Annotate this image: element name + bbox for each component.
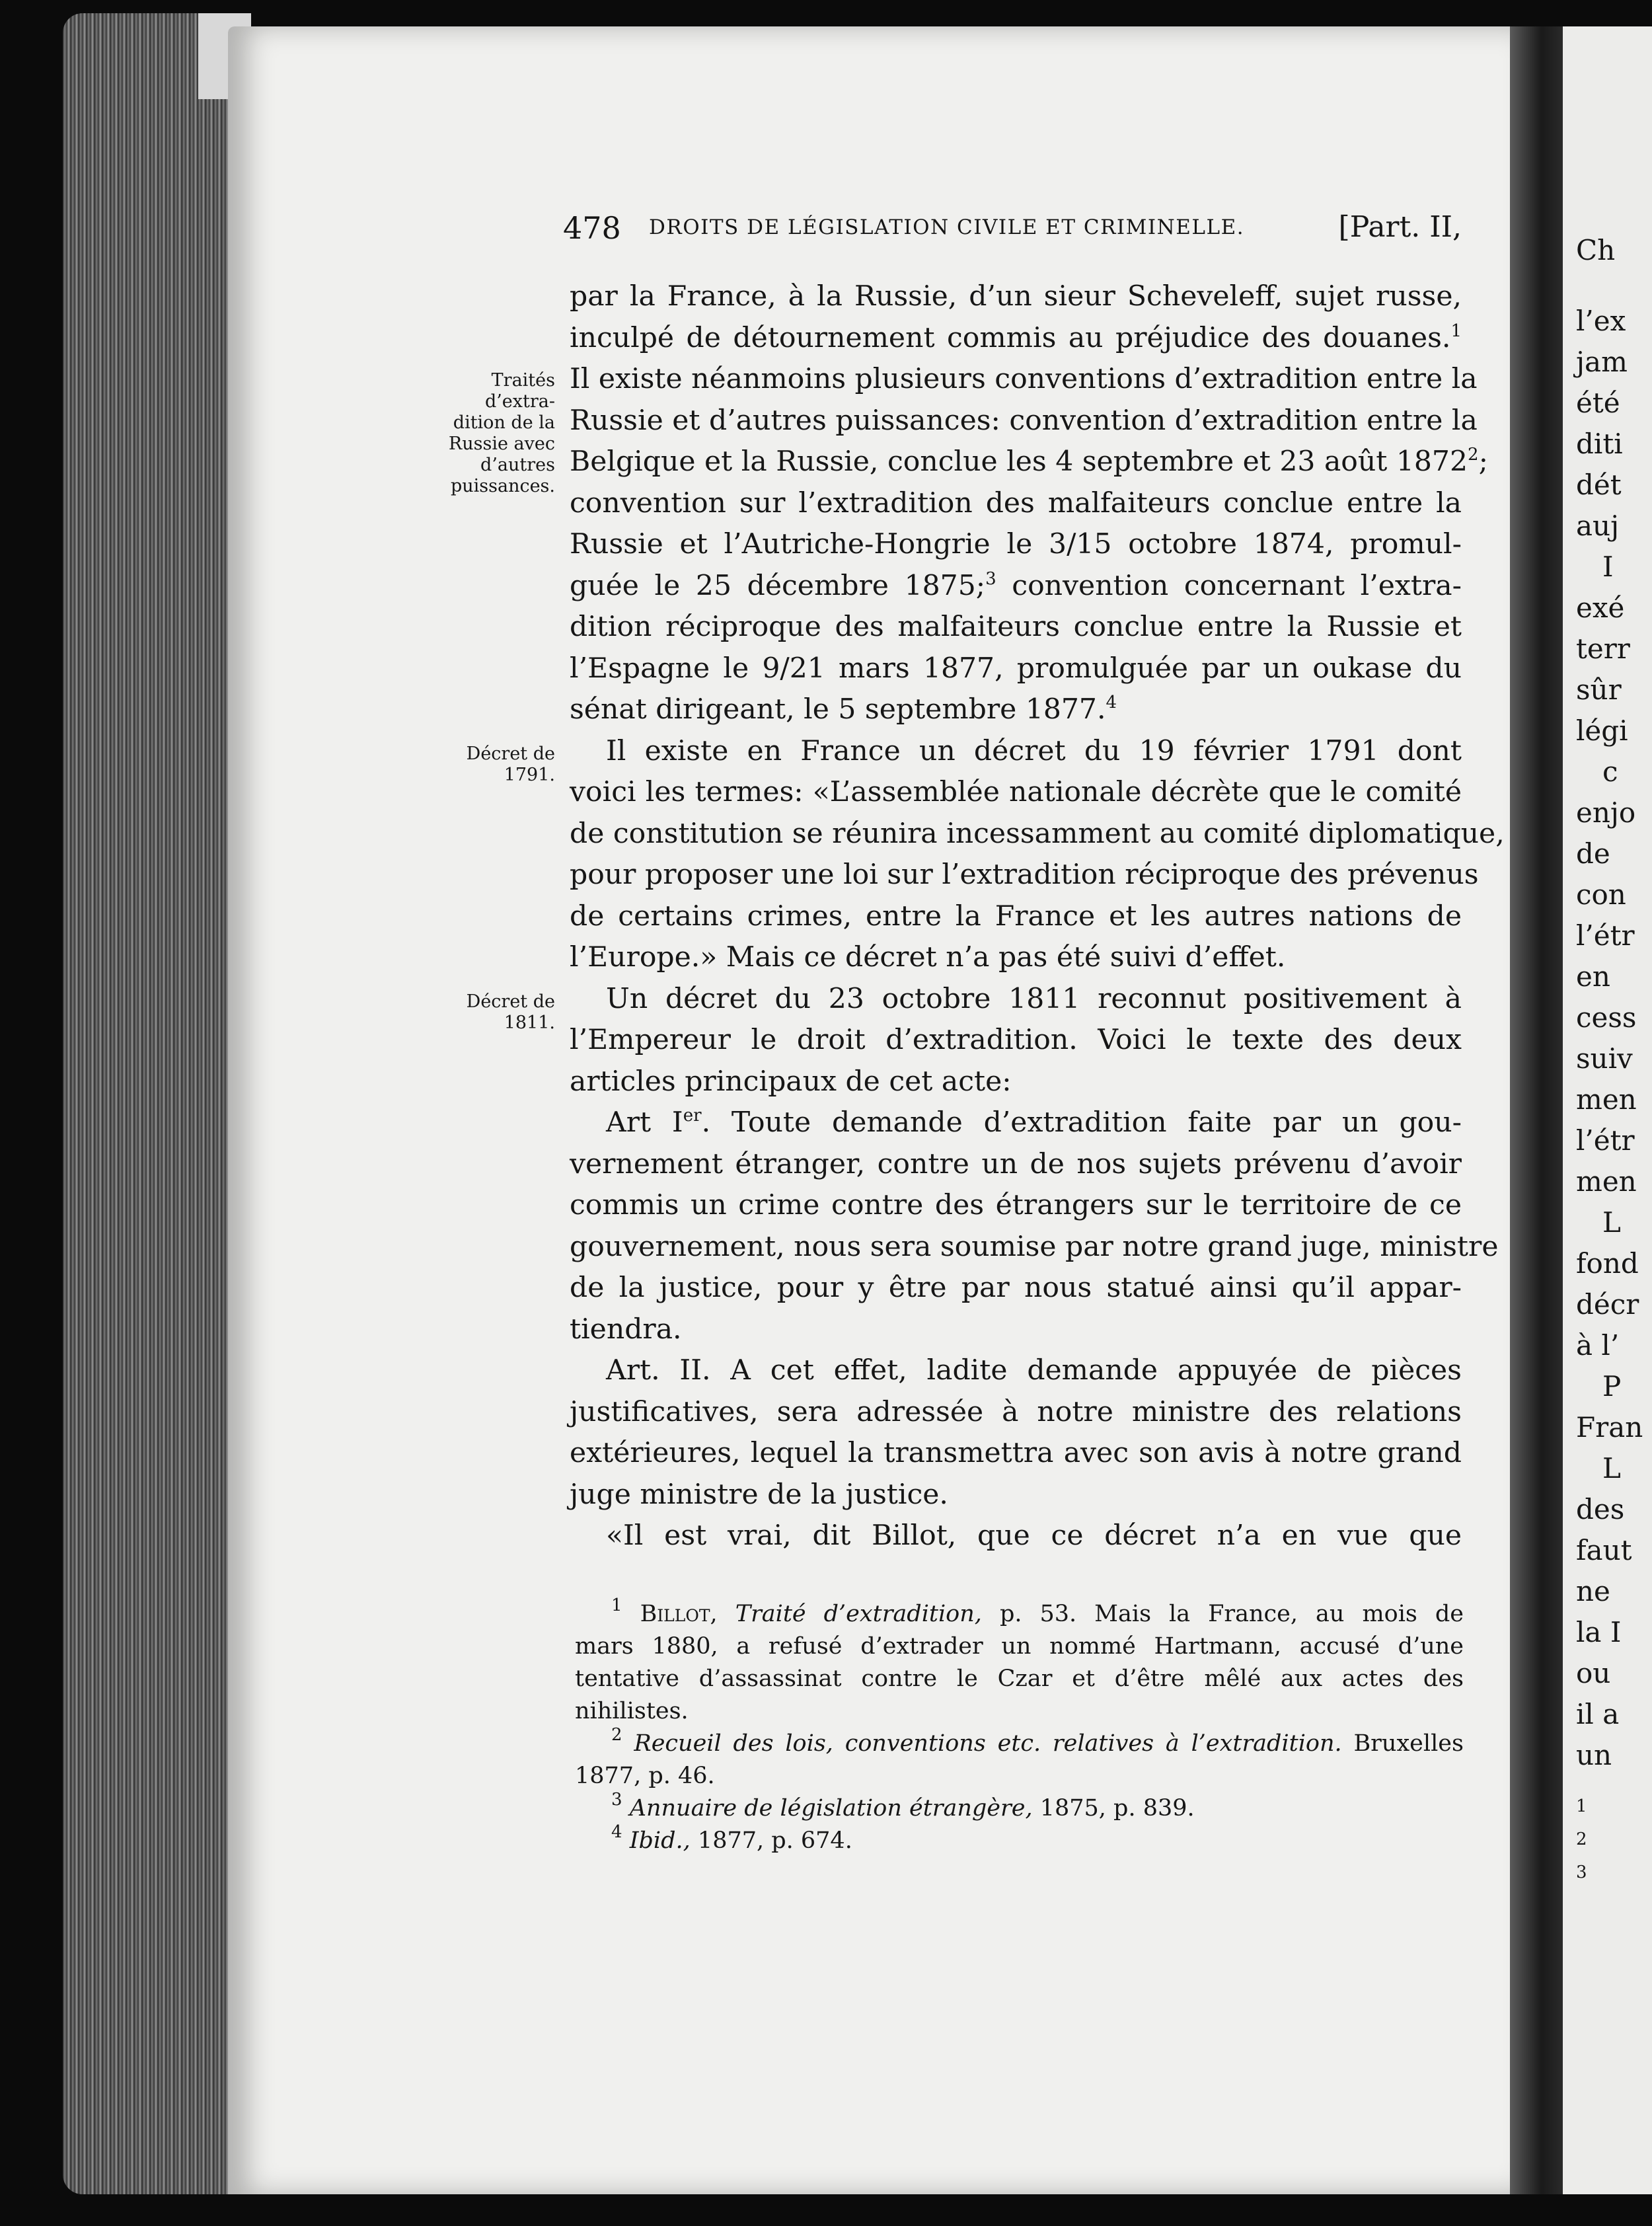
footnote-2: $^2$ Recueil des lois, conventions etc. relatives à l’extradition. Bruxelles (611, 1725, 1464, 1757)
text-line: Russie et d’autres puissances: convention d’extradition entre la (570, 404, 1478, 437)
facing-text: Ch (1576, 234, 1616, 266)
facing-footnote-number: 3 (1576, 1862, 1587, 1882)
text-line: articles principaux de cet acte: (570, 1065, 1012, 1098)
facing-text: suiv (1576, 1042, 1633, 1075)
book-page-edges (63, 13, 235, 2194)
text-line: Russie et l’Autriche-Hongrie le 3/15 octobre 1874, promul- (570, 528, 1462, 560)
facing-text: enjo (1576, 796, 1636, 829)
margin-note-treaties: Traités d’extra- dition de la Russie avec d’autres puissances. (448, 370, 555, 496)
text-line: Il existe en France un décret du 19 février 1791 dont (606, 734, 1462, 767)
text-line: commis un crime contre des étrangers sur le territoire de ce (570, 1189, 1462, 1221)
running-header (563, 210, 1462, 250)
facing-text: L (1602, 1206, 1621, 1239)
facing-text: jam (1576, 346, 1628, 378)
text-line: Art. II. A cet effet, ladite demande appuyée de pièces (606, 1354, 1462, 1387)
facing-text: cess (1576, 1001, 1637, 1034)
facing-text: il a (1576, 1698, 1620, 1730)
facing-text: l’ex (1576, 305, 1626, 337)
facing-text: fond (1576, 1247, 1639, 1280)
part-label: [Part. II, (1338, 210, 1462, 244)
text-line: l’Empereur le droit d’extradition. Voici le texte des deux (570, 1024, 1462, 1056)
running-title: DROITS DE LÉGISLATION CIVILE ET CRIMINELLE. (649, 215, 1245, 239)
footnote-3: $^3$ Annuaire de législation étrangère, 1875, p. 839. (611, 1790, 1195, 1822)
facing-text: P (1602, 1370, 1622, 1402)
text-line: l’Espagne le 9/21 mars 1877, promulguée par un oukase du (570, 652, 1462, 685)
facing-text: diti (1576, 428, 1623, 460)
margin-note-decret-1791: Décret de 1791. (466, 744, 555, 785)
facing-text: c (1602, 755, 1618, 788)
margin-note-decret-1811: Décret de 1811. (466, 991, 555, 1033)
text-line: Belgique et la Russie, conclue les 4 septembre et 23 août 1872$^2$ (570, 445, 1479, 478)
text-line: l’Europe.» Mais ce décret n’a pas été suivi d’effet. (570, 941, 1286, 974)
text-line: Un décret du 23 octobre 1811 reconnut positivement à (606, 982, 1462, 1015)
text-line: vernement étranger, contre un de nos sujets prévenu d’avoir (570, 1147, 1462, 1180)
book-gutter (1510, 26, 1563, 2194)
text-line: dition réciproque des malfaiteurs conclue entre la Russie et (570, 611, 1462, 643)
text-line: Art Ier. Toute demande d’extradition faite par un gou- (606, 1106, 1462, 1139)
facing-text: été (1576, 387, 1620, 419)
footnote-1: $^1$ Billot, Traité d’extradition, p. 53. Mais la France, au mois de (611, 1595, 1464, 1627)
facing-page-fragment (1563, 26, 1652, 2194)
footnote-2-line: 1877, p. 46. (575, 1763, 715, 1789)
facing-footnote-number: 2 (1576, 1829, 1587, 1849)
text-line: de constitution se réunira incessamment au comité diplomatique, (570, 817, 1505, 850)
footnote-ref: 4 (1106, 693, 1117, 712)
facing-text: faut (1576, 1534, 1632, 1566)
facing-text: ne (1576, 1575, 1610, 1607)
text-line: de certains crimes, entre la France et les autres nations de (570, 900, 1462, 933)
facing-text: ou (1576, 1657, 1611, 1689)
facing-footnote-number: 1 (1576, 1796, 1587, 1816)
text-line: «Il est vrai, dit Billot, que ce décret n’a en vue que (606, 1519, 1462, 1552)
footnote-1-line: nihilistes. (575, 1698, 689, 1724)
facing-text: sûr (1576, 673, 1622, 706)
facing-text: l’étr (1576, 1124, 1635, 1157)
facing-text: en (1576, 960, 1610, 993)
footnote-ref: 2 (1468, 445, 1479, 465)
facing-text: des (1576, 1493, 1625, 1525)
facing-text: L (1602, 1452, 1621, 1484)
facing-text: terr (1576, 633, 1630, 665)
text-line: inculpé de détournement commis au préjudice des douanes.$^1$ (570, 321, 1462, 354)
facing-text: auj (1576, 510, 1620, 542)
text-line: justificatives, sera adressée à notre ministre des relations (570, 1395, 1462, 1428)
facing-text: exé (1576, 592, 1625, 624)
facing-text: à l’ (1576, 1329, 1620, 1362)
facing-text: men (1576, 1165, 1637, 1198)
text-line: convention sur l’extradition des malfaiteurs conclue entre la (570, 486, 1462, 519)
facing-text: dét (1576, 469, 1622, 501)
footnote-1-line: tentative d’assassinat contre le Czar et d’être mêlé aux actes des (575, 1666, 1464, 1692)
text-line: tiendra. (570, 1313, 682, 1346)
main-text (570, 276, 1505, 1557)
facing-text: décr (1576, 1288, 1639, 1321)
footnote-ref: 1 (1450, 321, 1462, 341)
footnotes (575, 1595, 1464, 1857)
text-line: voici les termes: «L’assemblée nationale décrète que le comité (570, 776, 1462, 808)
facing-text: l’étr (1576, 919, 1635, 952)
text-line: extérieures, lequel la transmettra avec son avis à notre grand (570, 1437, 1462, 1469)
facing-text: Fran (1576, 1411, 1643, 1443)
facing-text: de (1576, 837, 1610, 870)
facing-text: la I (1576, 1616, 1622, 1648)
facing-text: un (1576, 1739, 1612, 1771)
facing-text: I (1602, 551, 1614, 583)
text-line: par la France, à la Russie, d’un sieur Scheveleff, sujet russe, (570, 280, 1462, 313)
text-line: sénat dirigeant, le 5 septembre 1877.$^4$ (570, 693, 1117, 726)
text-line: pour proposer une loi sur l’extradition réciproque des prévenus (570, 859, 1479, 891)
text-line: gouvernement, nous sera soumise par notre grand juge, ministre (570, 1230, 1499, 1263)
facing-text: men (1576, 1083, 1637, 1116)
facing-text: légi (1576, 714, 1628, 747)
footnote-4: $^4$ Ibid., 1877, p. 674. (611, 1822, 852, 1854)
footnote-ref: 3 (985, 568, 996, 589)
page-number: 478 (563, 210, 621, 246)
text-line: juge ministre de la justice. (570, 1478, 948, 1511)
footnote-1-line: mars 1880, a refusé d’extrader un nommé Hartmann, accusé d’une (575, 1633, 1464, 1660)
facing-text: con (1576, 878, 1626, 911)
text-line: Il existe néanmoins plusieurs conventions d’extradition entre la (570, 363, 1478, 395)
text-line: de la justice, pour y être par nous statué ainsi qu’il appar- (570, 1272, 1462, 1304)
text-line: guée le 25 décembre 1875;$^3$ convention concernant l’extra- (570, 568, 1462, 602)
